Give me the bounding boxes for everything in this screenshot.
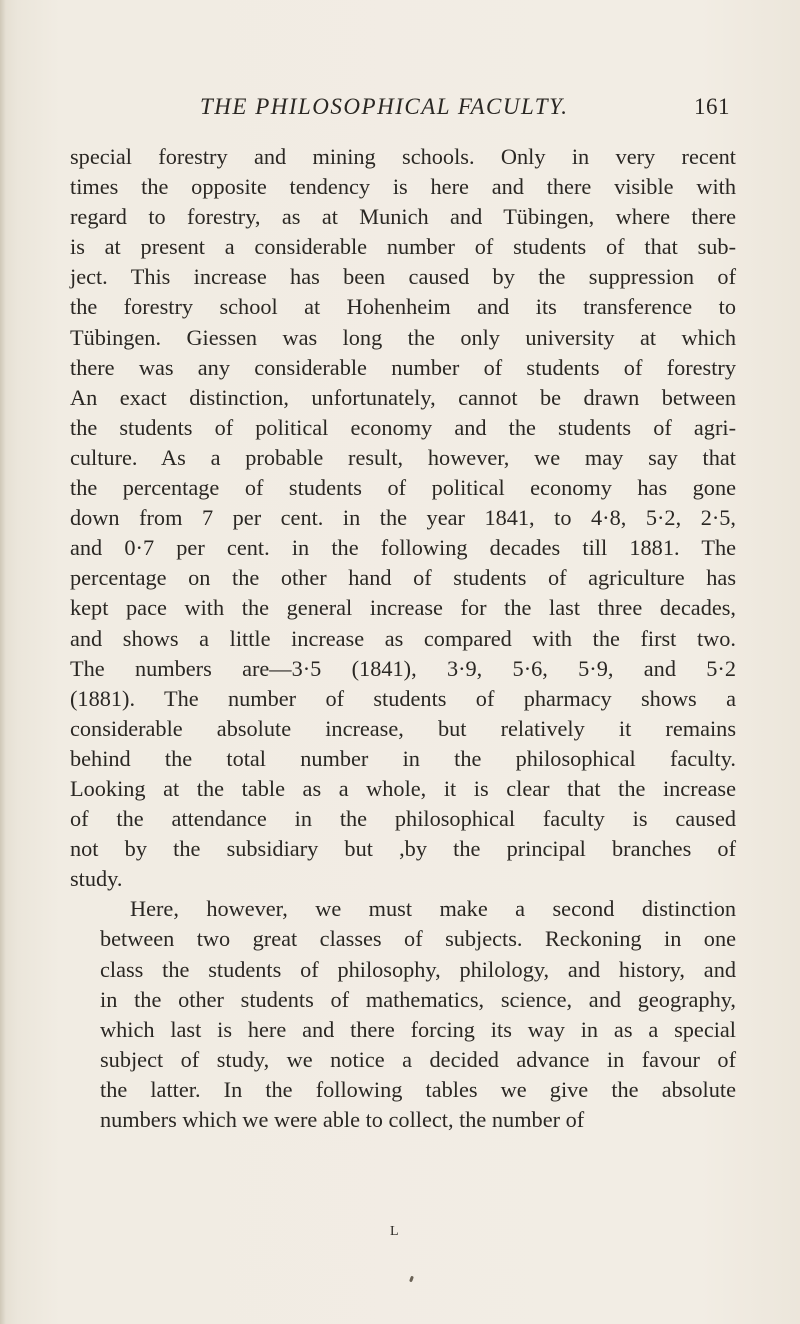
text-line: numbers which we were able to collect, the number of	[100, 1107, 585, 1132]
text-line: and shows a little increase as compared with the first two.	[70, 625, 736, 651]
text-line: the latter. In the following tables we give the absolute	[100, 1076, 736, 1102]
text-line: the percentage of students of political economy has gone	[70, 475, 736, 501]
text-line: culture. As a probable result, however, we may say that	[70, 444, 736, 470]
running-head	[200, 94, 730, 130]
text-line: Looking at the table as a whole, it is clear that the increase	[70, 775, 736, 801]
signature-mark: L	[390, 1224, 400, 1239]
text-line: and 0·7 per cent. in the following decades till 1881. The	[70, 535, 736, 561]
text-line: not by the subsidiary but ,by the principal branches of	[70, 836, 736, 862]
text-line: class the students of philosophy, philology, and history, and	[100, 956, 736, 982]
page-number: 161	[694, 94, 730, 119]
body-text	[70, 142, 736, 1135]
text-line: study.	[70, 866, 123, 892]
paragraph-1	[70, 142, 736, 894]
text-line: which last is here and there forcing its way in as a special	[100, 1016, 736, 1042]
text-line: behind the total number in the philosophical faculty.	[70, 745, 736, 771]
text-line: considerable absolute increase, but relatively it remains	[70, 715, 736, 741]
text-line: there was any considerable number of students of forestry	[70, 354, 736, 380]
text-line: the forestry school at Hohenheim and its transference to	[70, 294, 736, 320]
text-line: between two great classes of subjects. Reckoning in one	[100, 926, 736, 952]
page-gutter-shadow	[0, 0, 6, 1324]
ink-speck	[409, 1276, 414, 1283]
running-head-title: THE PHILOSOPHICAL FACULTY.	[200, 94, 569, 119]
paragraph-2	[70, 894, 736, 1135]
text-line: Tübingen. Giessen was long the only university at which	[70, 324, 736, 350]
text-line: (1881). The number of students of pharmacy shows a	[70, 685, 736, 711]
text-line: kept pace with the general increase for the last three decades,	[70, 595, 736, 621]
text-line: of the attendance in the philosophical faculty is caused	[70, 806, 736, 832]
text-line: Here, however, we must make a second distinction	[130, 896, 736, 922]
text-line: in the other students of mathematics, science, and geography,	[100, 986, 736, 1012]
text-line: subject of study, we notice a decided advance in favour of	[100, 1046, 736, 1072]
text-line: is at present a considerable number of students of that sub-	[70, 234, 736, 260]
text-line: down from 7 per cent. in the year 1841, to 4·8, 5·2, 2·5,	[70, 505, 736, 531]
text-line: The numbers are—3·5 (1841), 3·9, 5·6, 5·9, and 5·2	[70, 655, 736, 681]
text-line: An exact distinction, unfortunately, cannot be drawn between	[70, 384, 736, 410]
text-line: regard to forestry, as at Munich and Tübingen, where there	[70, 204, 736, 230]
text-line: special forestry and mining schools. Only in very recent	[70, 144, 736, 169]
text-line: times the opposite tendency is here and there visible with	[70, 174, 736, 200]
text-line: percentage on the other hand of students of agriculture has	[70, 565, 736, 591]
text-line: the students of political economy and the students of agri-	[70, 414, 736, 440]
text-line: ject. This increase has been caused by the suppression of	[70, 264, 736, 290]
